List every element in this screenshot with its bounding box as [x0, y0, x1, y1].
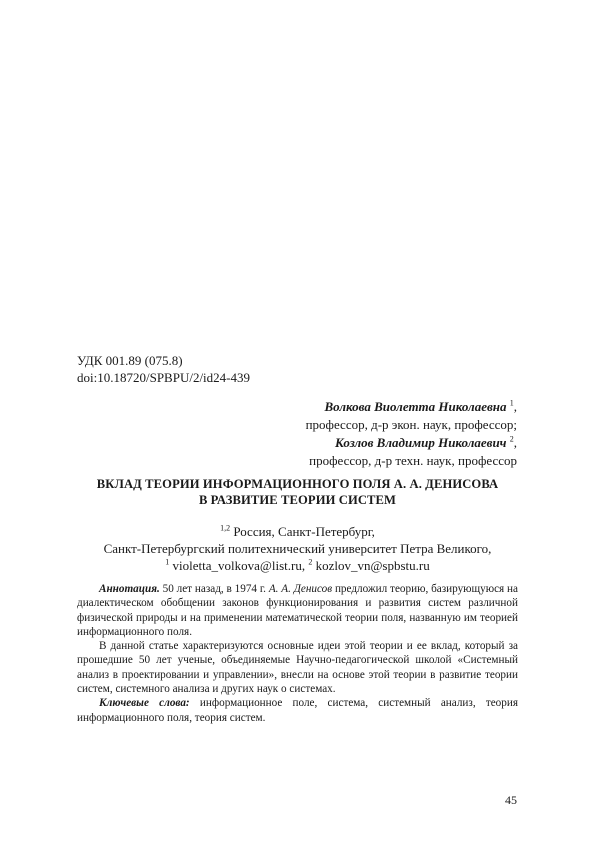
abstract-text-b: предложил теорию, базирующуюся на диалектическом обобщении законов функционирования и развития систем различной физической природы и на применении математической теории поля, названную им теорией информационного поля. — [77, 583, 518, 638]
email-2[interactable]: kozlov_vn@spbstu.ru — [315, 558, 430, 573]
abstract-paragraph-2: В данной статье характеризуются основные идеи этой теории и ее вклад, который за прошедшие 50 лет ученые, объединяемые Научно-педагогической школой «Системный анализ в проектировании и управлении», внесли на основе этой теории в развитие теории систем, системного анализа и других наук о системах. — [77, 640, 518, 696]
email-2-mark: 2 — [308, 557, 313, 567]
keywords-label: Ключевые слова: — [99, 697, 190, 710]
abstract-paragraph-1 — [77, 582, 518, 639]
affiliation-mark: 1,2 — [220, 523, 231, 533]
abstract-block — [77, 582, 518, 725]
udc-code: УДК 001.89 (075.8) — [77, 353, 183, 368]
affiliation-block — [77, 523, 518, 574]
authors-block — [77, 398, 517, 470]
keywords-text: информационное поле, система, системный анализ, теория информационного поля, теория систем. — [77, 697, 519, 724]
title-line-2: В РАЗВИТИЕ ТЕОРИИ СИСТЕМ — [198, 493, 397, 507]
author-2-position: профессор, д-р техн. наук, профессор — [309, 453, 517, 468]
abstract-person-name: А. А. Денисов — [268, 583, 333, 595]
keywords-paragraph — [77, 696, 518, 725]
author-2-mark: 2 — [509, 434, 514, 444]
author-2-comma: , — [513, 435, 517, 450]
page-number: 45 — [505, 793, 517, 807]
email-1[interactable]: violetta_volkova@list.ru, — [172, 558, 306, 573]
author-1-name: Волкова Виолетта Николаевна — [324, 399, 507, 414]
affiliation-location: Россия, Санкт-Петербург, — [233, 524, 375, 539]
author-2 — [77, 434, 517, 452]
abstract-label: Аннотация. — [99, 583, 160, 595]
author-2-name: Козлов Владимир Николаевич — [335, 435, 507, 450]
author-1-mark: 1 — [509, 398, 514, 408]
author-1 — [77, 398, 517, 416]
affiliation-location-line — [77, 523, 518, 540]
email-1-mark: 1 — [165, 557, 170, 567]
affiliation-emails — [77, 557, 518, 574]
author-1-position: профессор, д-р экон. наук, профессор; — [305, 417, 517, 432]
doi: doi:10.18720/SPBPU/2/id24-439 — [77, 370, 250, 385]
author-1-comma: , — [513, 399, 517, 414]
abstract-text-a: 50 лет назад, в 1974 г. — [162, 583, 266, 595]
title-line-1: ВКЛАД ТЕОРИИ ИНФОРМАЦИОННОГО ПОЛЯ А. А. ДЕНИСОВА — [96, 477, 499, 491]
article-title — [77, 476, 518, 508]
affiliation-university: Санкт-Петербургский политехнический университет Петра Великого, — [103, 541, 492, 556]
udc-block — [77, 352, 250, 386]
